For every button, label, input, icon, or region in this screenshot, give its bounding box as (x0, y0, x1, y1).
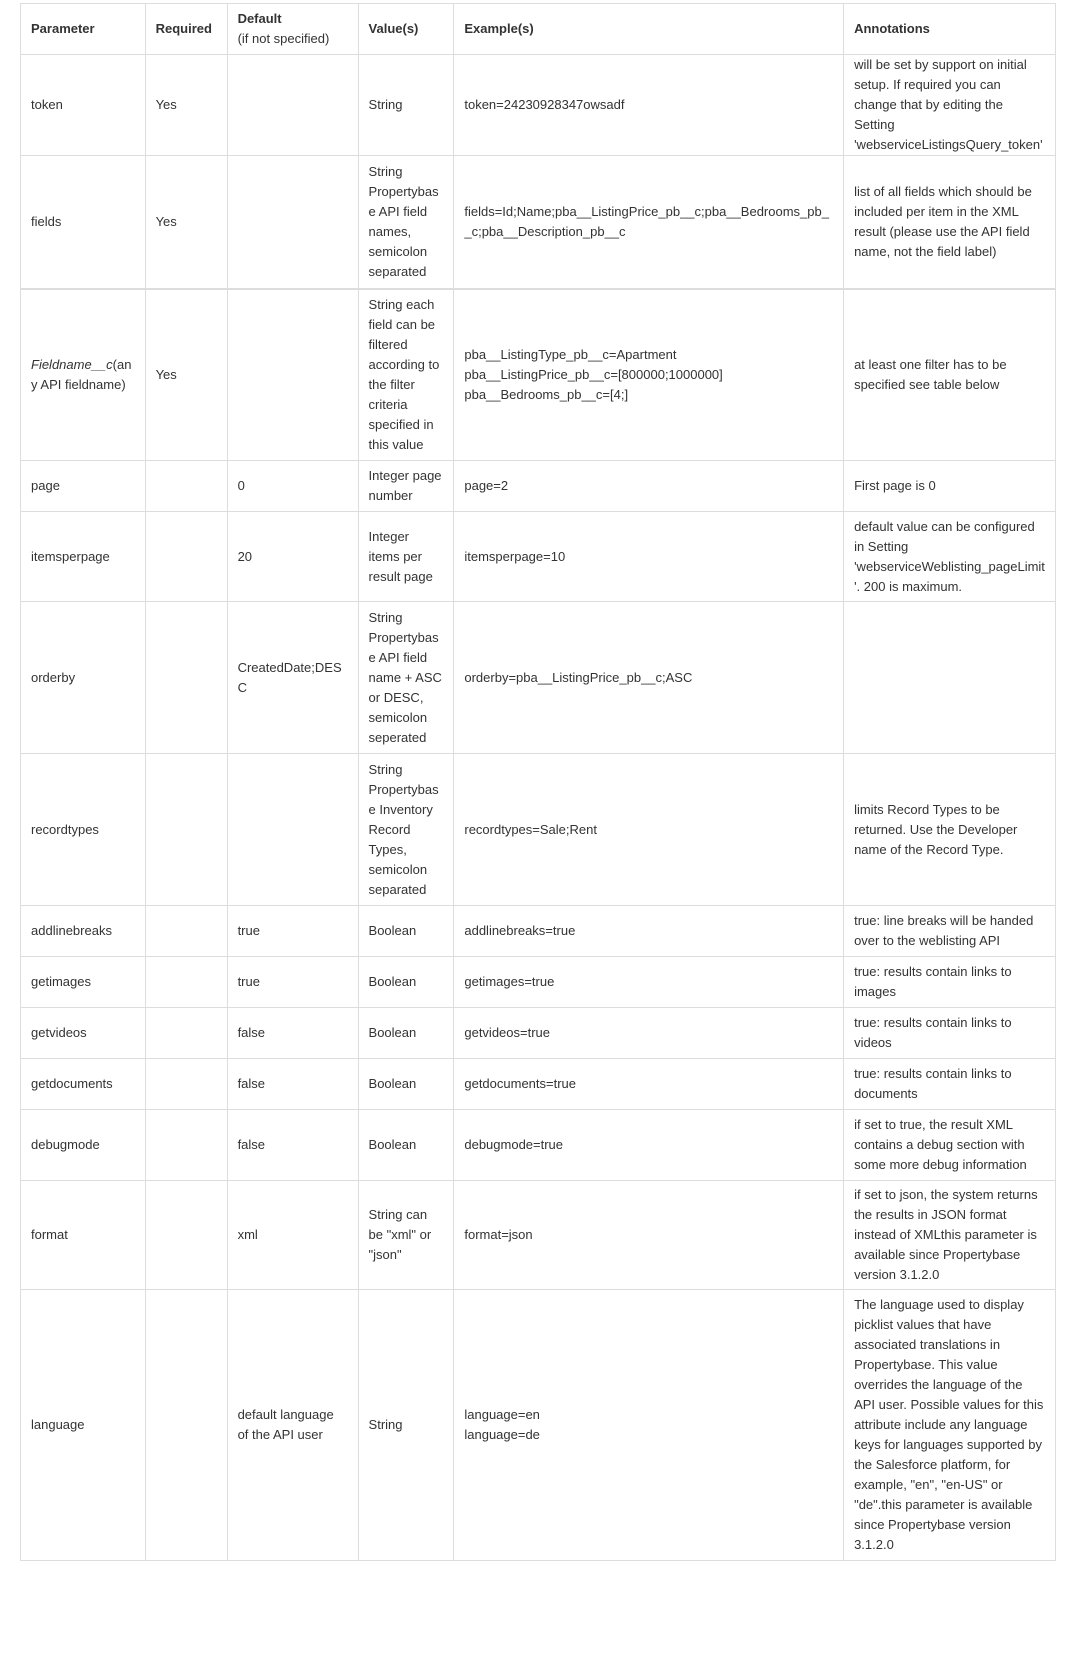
cell-parameter: token (21, 55, 146, 156)
header-examples: Example(s) (454, 4, 844, 55)
example-line: page=2 (464, 478, 509, 493)
cell-examples (454, 602, 844, 754)
table-row (21, 512, 1056, 602)
cell-examples (454, 512, 844, 602)
example-line: getvideos=true (464, 1025, 551, 1040)
cell-annotations: if set to json, the system returns the results in JSON format instead of XMLthis parameter is available since Propertybase version 3.1.2.0 (844, 1181, 1056, 1290)
cell-values: Boolean (358, 1059, 454, 1110)
example-line: itemsperpage=10 (464, 548, 566, 564)
example-line: pba__ListingPrice_pb__c=[800000;1000000] (464, 367, 723, 382)
example-line: token=24230928347owsadf (464, 97, 625, 112)
cell-parameter: page (21, 461, 146, 512)
cell-default: default language of the API user (227, 1290, 358, 1561)
cell-required (145, 512, 227, 602)
header-default (227, 4, 358, 55)
cell-default: true (227, 906, 358, 957)
cell-parameter: format (21, 1181, 146, 1290)
cell-default (227, 754, 358, 906)
table-row (21, 957, 1056, 1008)
header-annotations: Annotations (844, 4, 1056, 55)
cell-examples (454, 957, 844, 1008)
cell-values: String each field can be filtered according to the filter criteria specified in this value (358, 289, 454, 461)
cell-annotations: true: results contain links to documents (844, 1059, 1056, 1110)
cell-default: 20 (227, 512, 358, 602)
cell-parameter: itemsperpage (21, 512, 146, 602)
cell-parameter: recordtypes (21, 754, 146, 906)
cell-values: String Propertybase API field names, semicolon separated (358, 156, 454, 290)
cell-parameter: getimages (21, 957, 146, 1008)
table-row (21, 1008, 1056, 1059)
example-line: getdocuments=true (464, 1076, 577, 1091)
table-row (21, 156, 1056, 290)
example-line: fields=Id;Name;pba__ListingPrice_pb__c;pba__Bedrooms_pb__c;pba__Description_pb__c (464, 204, 829, 239)
parameters-table (20, 3, 1056, 1561)
cell-annotations: First page is 0 (844, 461, 1056, 512)
cell-default (227, 156, 358, 290)
cell-required (145, 754, 227, 906)
example-line: pba__ListingType_pb__c=Apartment (464, 347, 677, 362)
cell-values: Boolean (358, 906, 454, 957)
table-row (21, 1181, 1056, 1290)
table-row (21, 906, 1056, 957)
cell-required (145, 906, 227, 957)
parameter-suffix: (any API fieldname) (31, 357, 132, 392)
table-row (21, 289, 1056, 461)
table-row (21, 1059, 1056, 1110)
cell-annotations: The language used to display picklist values that have associated translations in Propertybase. This value overrides the language of the API user. Possible values for this attribute include any language keys for languages supported by the Salesforce platform, for example, "en", "en-US" or "de".this parameter is available since Propertybase version 3.1.2.0 (844, 1290, 1056, 1561)
cell-annotations: true: results contain links to images (844, 957, 1056, 1008)
cell-required (145, 602, 227, 754)
cell-default: false (227, 1110, 358, 1181)
cell-default: 0 (227, 461, 358, 512)
table-row (21, 461, 1056, 512)
example-line: orderby=pba__ListingPrice_pb__c;ASC (464, 669, 693, 685)
header-default-sub: (if not specified) (237, 31, 330, 46)
cell-values: String Propertybase Inventory Record Types, semicolon separated (358, 754, 454, 906)
cell-values: String can be "xml" or "json" (358, 1181, 454, 1290)
cell-examples (454, 1181, 844, 1290)
cell-examples (454, 55, 844, 156)
cell-annotations: at least one filter has to be specified see table below (844, 289, 1056, 461)
cell-examples (454, 289, 844, 461)
cell-examples (454, 156, 844, 290)
cell-examples (454, 1290, 844, 1561)
cell-required (145, 461, 227, 512)
cell-values: String (358, 55, 454, 156)
table-row (21, 55, 1056, 156)
cell-default: xml (227, 1181, 358, 1290)
cell-required (145, 1181, 227, 1290)
cell-parameter: language (21, 1290, 146, 1561)
table-header-row (21, 4, 1056, 55)
cell-examples (454, 1059, 844, 1110)
cell-default (227, 289, 358, 461)
table-row (21, 754, 1056, 906)
table-row (21, 602, 1056, 754)
cell-values: String Propertybase API field name + ASC or DESC, semicolon seperated (358, 602, 454, 754)
cell-annotations: default value can be configured in Setting 'webserviceWeblisting_pageLimit'. 200 is maximum. (844, 512, 1056, 602)
cell-values: Boolean (358, 1008, 454, 1059)
example-line: getimages=true (464, 974, 555, 989)
header-values: Value(s) (358, 4, 454, 55)
cell-examples (454, 1110, 844, 1181)
cell-annotations: limits Record Types to be returned. Use the Developer name of the Record Type. (844, 754, 1056, 906)
table-row (21, 1110, 1056, 1181)
cell-parameter: fields (21, 156, 146, 290)
example-line: addlinebreaks=true (464, 923, 576, 938)
example-line: debugmode=true (464, 1137, 564, 1152)
cell-values: Integer page number (358, 461, 454, 512)
cell-parameter: getvideos (21, 1008, 146, 1059)
example-line: language=de (464, 1427, 540, 1442)
cell-annotations: list of all fields which should be included per item in the XML result (please use the API field name, not the field label) (844, 156, 1056, 290)
cell-values: String (358, 1290, 454, 1561)
cell-default (227, 55, 358, 156)
header-parameter: Parameter (21, 4, 146, 55)
cell-annotations: will be set by support on initial setup. If required you can change that by editing the Setting 'webserviceListingsQuery_token' (844, 55, 1056, 156)
cell-default: true (227, 957, 358, 1008)
cell-values: Boolean (358, 957, 454, 1008)
example-line: format=json (464, 1227, 533, 1242)
cell-annotations: true: line breaks will be handed over to the weblisting API (844, 906, 1056, 957)
cell-examples (454, 461, 844, 512)
cell-parameter: addlinebreaks (21, 906, 146, 957)
cell-examples (454, 906, 844, 957)
cell-default: false (227, 1059, 358, 1110)
cell-parameter: orderby (21, 602, 146, 754)
cell-required: Yes (145, 156, 227, 290)
cell-required (145, 1290, 227, 1561)
example-line: language=en (464, 1407, 540, 1422)
cell-values: Boolean (358, 1110, 454, 1181)
cell-required (145, 1059, 227, 1110)
header-default-label: Default (237, 11, 282, 26)
cell-default: false (227, 1008, 358, 1059)
cell-annotations: if set to true, the result XML contains a debug section with some more debug information (844, 1110, 1056, 1181)
cell-parameter: debugmode (21, 1110, 146, 1181)
cell-default: CreatedDate;DESC (227, 602, 358, 754)
cell-required: Yes (145, 289, 227, 461)
example-line: pba__Bedrooms_pb__c=[4;] (464, 387, 629, 402)
cell-parameter: getdocuments (21, 1059, 146, 1110)
cell-required (145, 957, 227, 1008)
cell-annotations: true: results contain links to videos (844, 1008, 1056, 1059)
header-required: Required (145, 4, 227, 55)
cell-required: Yes (145, 55, 227, 156)
cell-required (145, 1110, 227, 1181)
parameter-italic: Fieldname__c (31, 357, 113, 372)
cell-examples (454, 754, 844, 906)
cell-required (145, 1008, 227, 1059)
table-row (21, 1290, 1056, 1561)
cell-parameter (21, 289, 146, 461)
cell-examples (454, 1008, 844, 1059)
cell-annotations (844, 602, 1056, 754)
example-line: recordtypes=Sale;Rent (464, 821, 597, 837)
cell-values: Integer items per result page (358, 512, 454, 602)
